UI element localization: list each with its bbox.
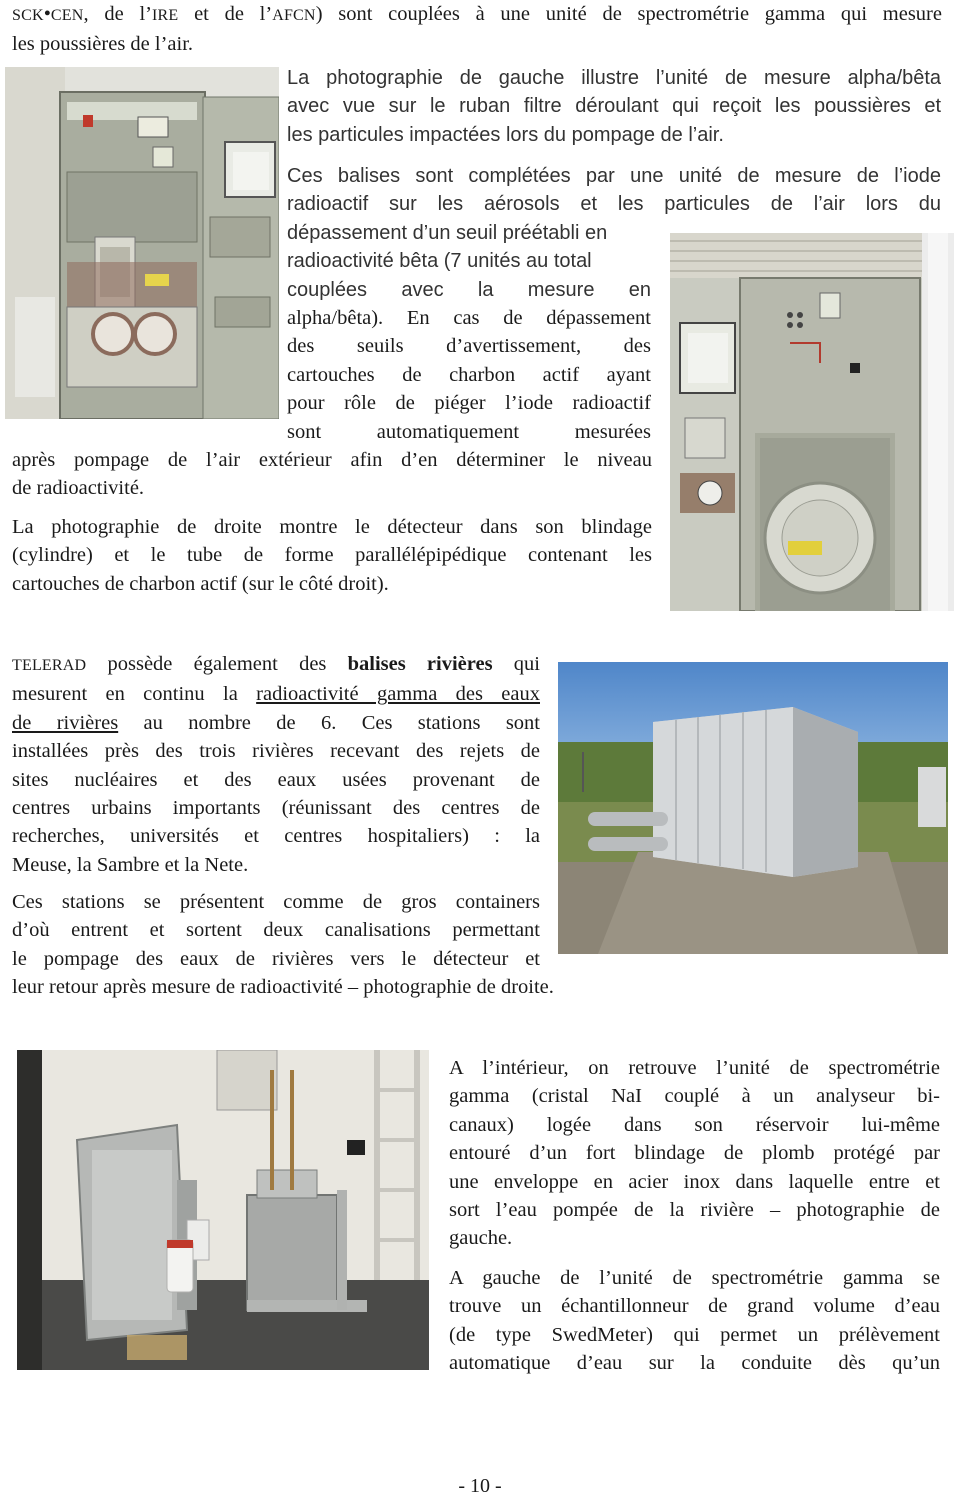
river-stations-paragraph: TELERAD possède également des balises rivières qui mesurent en continu la radioactivité gamma des eaux de rivières au nombre de 6. Ces stations sont installées près des trois rivières recevant des rejets de sites nucléaires et des eaux usées provenant de centres urbains importants (réunissant des centres de recherches, universités et centres hospitaliers) : la Meuse, la Sambre et la Nete. (12, 653, 540, 876)
iodine-paragraph-narrow: dépassement d’un seuil préétabli en radioactivité bêta (7 unités au total couplées avec la mesure en (287, 222, 651, 301)
intro-paragraph: SCK•CEN, de l’IRE et de l’AFCN) sont couplées à une unité de spectrométrie gamma qui mesure les poussières de l’air. (12, 3, 942, 56)
alpha-beta-paragraph: La photographie de gauche illustre l’unité de mesure alpha/bêta avec vue sur le ruban filtre déroulant qui reçoit les poussières et les particules impactées lors du pompage de l’air. (287, 67, 941, 146)
iodine-paragraph-bottom: après pompage de l’air extérieur afin d’en déterminer le niveau de radioactivité. (12, 449, 652, 500)
iodine-paragraph-serif: alpha/bêta). En cas de dépassement des seuils d’avertissement, des cartouches de charbon actif ayant pour rôle de piéger l’iode radioactif sont automatiquement mesurées (287, 307, 651, 443)
photo-river-station (558, 662, 948, 954)
iodine-paragraph-top: Ces balises sont complétées par une unité de mesure de l’iode radioactif sur les aérosols et les particules de l’air lors du (287, 165, 941, 216)
detector-caption-paragraph: La photographie de droite montre le détecteur dans son blindage (cylindre) et le tube de forme parallélépipédique contenant les cartouches de charbon actif (sur le côté droit). (12, 516, 652, 595)
page-number: - 10 - (458, 1475, 502, 1497)
photo-iodine-detector (670, 233, 954, 611)
containers-paragraph: Ces stations se présentent comme de gros containers d’où entrent et sortent deux canalisations permettant le pompage des eaux de rivières vers le détecteur et leur retour après mesure de radioactivité – photographie de droite. (12, 891, 554, 999)
sampler-paragraph: A gauche de l’unité de spectrométrie gamma se trouve un échantillonneur de grand volume d’eau (de type SwedMeter) qui permet un prélèvement automatique d’eau sur la conduite dès qu’un (449, 1267, 940, 1375)
photo-alpha-beta-unit (5, 67, 279, 419)
interior-paragraph: A l’intérieur, on retrouve l’unité de spectrométrie gamma (cristal NaI couplé à un analyseur bi- canaux) logée dans son réservoir lui-même entouré d’un fort blindage de plomb protégé par une enveloppe en acier inox dans laquelle entre et sort l’eau pompée de la rivière – photographie de gauche. (449, 1057, 940, 1250)
photo-station-interior (17, 1050, 429, 1370)
